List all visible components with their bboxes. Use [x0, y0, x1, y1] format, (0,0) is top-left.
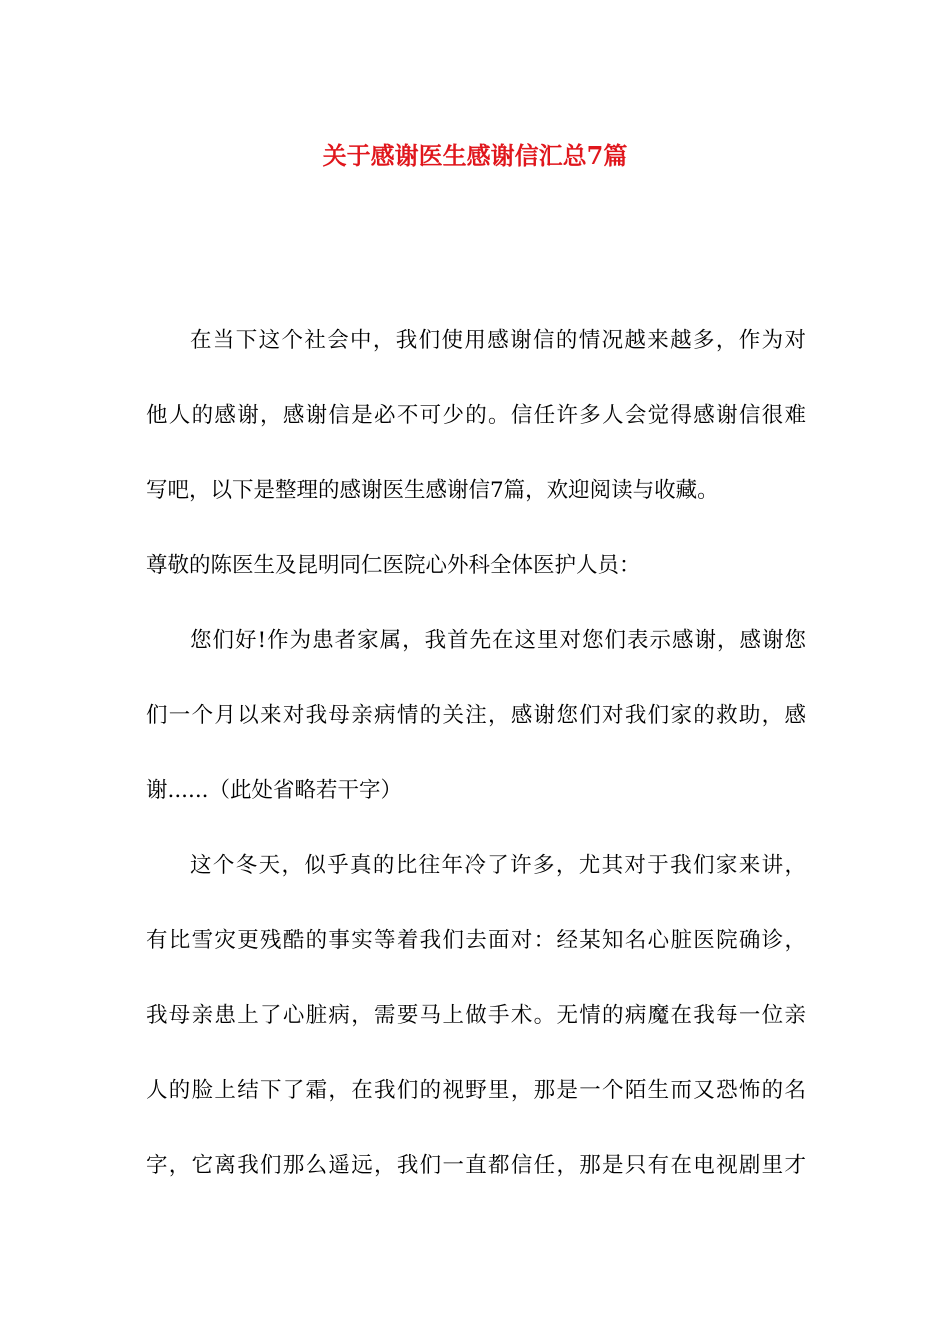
- paragraph-line: 人的脸上结下了霜，在我们的视野里，那是一个陌生而又恐怖的名: [146, 1078, 806, 1103]
- paragraph-line: 们一个月以来对我母亲病情的关注，感谢您们对我们家的救助，感: [146, 703, 806, 728]
- document-title: 关于感谢医生感谢信汇总7篇: [322, 141, 628, 170]
- paragraph-line: 谢......（此处省略若干字）: [146, 778, 403, 803]
- paragraph-line: 字，它离我们那么遥远，我们一直都信任，那是只有在电视剧里才: [146, 1153, 806, 1178]
- paragraph-line: 在当下这个社会中，我们使用感谢信的情况越来越多，作为对: [190, 328, 806, 353]
- salutation-line: 尊敬的陈医生及昆明同仁医院心外科全体医护人员：: [146, 553, 641, 578]
- paragraph-line: 写吧，以下是整理的感谢医生感谢信7篇，欢迎阅读与收藏。: [146, 478, 719, 503]
- paragraph-line: 您们好!作为患者家属，我首先在这里对您们表示感谢，感谢您: [190, 628, 806, 653]
- paragraph-line: 我母亲患上了心脏病，需要马上做手术。无情的病魔在我每一位亲: [146, 1003, 806, 1028]
- paragraph-line: 有比雪灾更残酷的事实等着我们去面对：经某知名心脏医院确诊，: [146, 928, 806, 953]
- paragraph-line: 他人的感谢，感谢信是必不可少的。信任许多人会觉得感谢信很难: [146, 403, 806, 428]
- paragraph-line: 这个冬天，似乎真的比往年冷了许多，尤其对于我们家来讲，: [190, 853, 806, 878]
